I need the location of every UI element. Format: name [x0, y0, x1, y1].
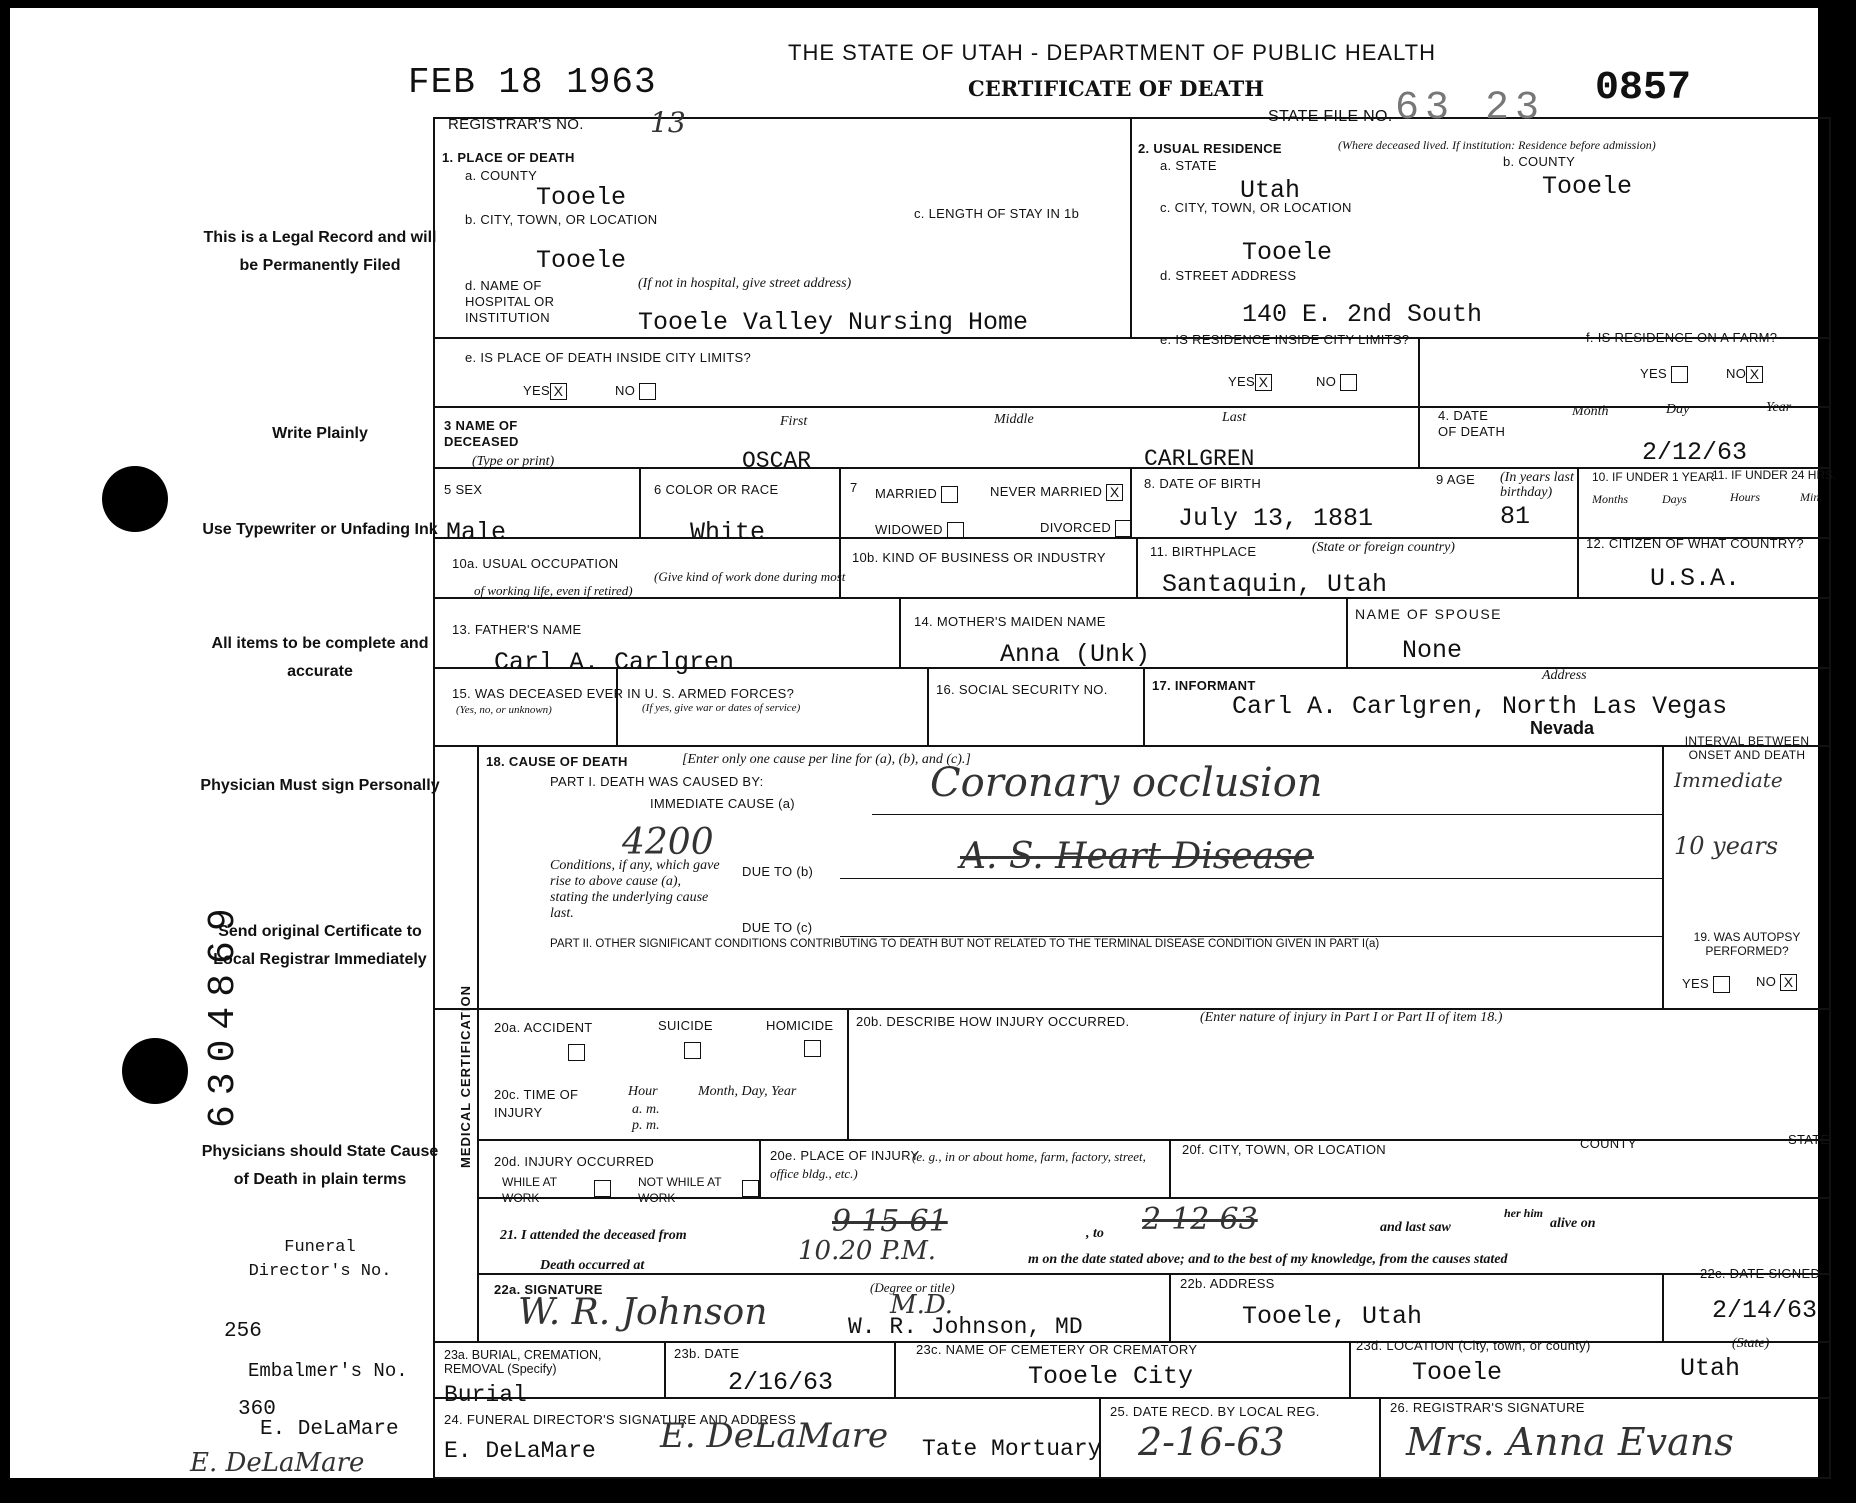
- yes-label: YES: [1682, 976, 1709, 991]
- item-14-label: 14. MOTHER'S MAIDEN NAME: [914, 614, 1106, 629]
- item-12-label: 12. CITIZEN OF WHAT COUNTRY?: [1586, 536, 1804, 551]
- hours-label: Hours: [1730, 490, 1761, 504]
- never-married-option[interactable]: [990, 484, 1123, 501]
- item-21-label: 21. I attended the deceased from: [500, 1228, 687, 1243]
- item-4-label: 4. DATE OF DEATH: [1438, 408, 1506, 439]
- address-label: Address: [1542, 668, 1587, 683]
- interval-label: INTERVAL BETWEEN ONSET AND DEATH: [1684, 734, 1810, 762]
- divorced-label: DIVORCED: [1040, 520, 1112, 535]
- birthplace: Santaquin, Utah: [1162, 570, 1388, 599]
- item-20e-label: 20e. PLACE OF INJURY: [770, 1148, 920, 1163]
- vertical-certificate-number: 6304869: [202, 898, 245, 1128]
- death-date: 2/12/63: [1642, 438, 1748, 467]
- mortuary: Tate Mortuary: [922, 1436, 1102, 1462]
- funeral-director: E. DeLaMare: [444, 1438, 596, 1464]
- item-1-label: 1. PLACE OF DEATH: [442, 150, 575, 165]
- last-name-label: Last: [1222, 410, 1247, 425]
- physician-signature: W. R. Johnson: [518, 1292, 768, 1333]
- embalmer-signature: E. DeLaMare: [190, 1448, 365, 1478]
- not-while-at-work-label: NOT WHILE AT WORK: [638, 1175, 722, 1205]
- side-note-physician: Physician Must sign Personally: [200, 777, 440, 794]
- state-file-label: STATE FILE NO.: [1268, 108, 1393, 125]
- age: 81: [1500, 502, 1531, 531]
- death-time: 10.20 P.M.: [798, 1236, 937, 1266]
- no-label: NO: [615, 383, 636, 398]
- item-11-label: 11. IF UNDER 24 HRS.: [1712, 468, 1837, 482]
- yes-label: YES: [523, 383, 550, 398]
- funeral-director-signature: E. DeLaMare: [660, 1416, 889, 1456]
- immediate-cause-label: IMMEDIATE CAUSE (a): [650, 796, 795, 811]
- registrar-signature: Mrs. Anna Evans: [1406, 1420, 1734, 1464]
- death-occurred-label: Death occurred at: [540, 1258, 645, 1273]
- item-25-label: 25. DATE RECD. BY LOCAL REG.: [1110, 1404, 1320, 1419]
- no-label: NO: [1756, 974, 1777, 989]
- while-at-work-checkbox[interactable]: [594, 1180, 611, 1197]
- side-note-cause: Physicians should State Cause of Death in plain terms: [201, 1143, 439, 1188]
- middle-name-label: Middle: [994, 412, 1034, 427]
- divorced-option[interactable]: [1040, 520, 1132, 537]
- yes-checkbox[interactable]: [1671, 366, 1688, 383]
- item-19-label: 19. WAS AUTOPSY PERFORMED?: [1693, 930, 1801, 958]
- date-received: 2-16-63: [1138, 1420, 1285, 1464]
- no-checkbox[interactable]: [639, 383, 656, 400]
- item-1a-label: a. COUNTY: [465, 168, 538, 183]
- attended-to: 2-12-63: [1142, 1202, 1258, 1237]
- no-checkbox[interactable]: [1340, 374, 1357, 391]
- funeral-director-label: Funeral Director's No.: [248, 1238, 392, 1281]
- state-file-number: 63 23: [1395, 86, 1546, 131]
- item-2e-label: e. IS RESIDENCE INSIDE CITY LIMITS?: [1160, 332, 1410, 347]
- interval-a: Immediate: [1674, 768, 1783, 792]
- month-day-year-label: Month, Day, Year: [698, 1084, 797, 1099]
- item-20d-label: 20d. INJURY OCCURRED: [494, 1154, 655, 1169]
- item-1c-label: c. LENGTH OF STAY IN 1b: [914, 206, 1080, 221]
- item-18-label: 18. CAUSE OF DEATH: [486, 754, 628, 769]
- certificate-title: CERTIFICATE OF DEATH: [968, 76, 1265, 101]
- residence-city: Tooele: [1242, 238, 1333, 267]
- side-note-complete: All items to be complete and accurate: [211, 635, 429, 680]
- suicide-label: SUICIDE: [658, 1018, 713, 1033]
- file-sequence-number: 0857: [1595, 66, 1692, 111]
- divorced-checkbox[interactable]: [1115, 520, 1132, 537]
- first-name: OSCAR: [742, 448, 812, 474]
- item-6-label: 6 COLOR OR RACE: [654, 482, 779, 497]
- item-20f-label: 20f. CITY, TOWN, OR LOCATION: [1182, 1142, 1386, 1157]
- autopsy-no-option[interactable]: [1756, 974, 1797, 991]
- item-20b-note: (Enter nature of injury in Part I or Part II of item 18.): [1200, 1010, 1503, 1025]
- her-him-label: her him: [1504, 1206, 1544, 1220]
- medical-certification-label: MEDICAL CERTIFICATION: [458, 984, 473, 1168]
- item-7-label: 7: [850, 480, 858, 495]
- item-11-birthplace-label: 11. BIRTHPLACE: [1150, 544, 1257, 559]
- item-5-label: 5 SEX: [444, 482, 483, 497]
- state-label: STATE: [1788, 1132, 1830, 1147]
- accident-checkbox[interactable]: [568, 1044, 585, 1061]
- death-city: Tooele: [536, 246, 627, 275]
- first-name-label: First: [780, 414, 808, 429]
- pm-label: p. m.: [632, 1118, 660, 1133]
- cemetery: Tooele City: [1028, 1362, 1194, 1391]
- month-label: Month: [1572, 404, 1609, 419]
- received-date-stamp: FEB 18 1963: [408, 62, 657, 103]
- farm-yes-option[interactable]: [1640, 366, 1688, 383]
- item-2f-label: f. IS RESIDENCE ON A FARM?: [1586, 330, 1778, 345]
- item-20b-label: 20b. DESCRIBE HOW INJURY OCCURRED.: [856, 1014, 1130, 1029]
- item-13-label: 13. FATHER'S NAME: [452, 622, 582, 637]
- item-2a-label: a. STATE: [1160, 158, 1217, 173]
- yes-checkbox[interactable]: X: [550, 383, 567, 400]
- item-20a-label: 20a. ACCIDENT: [494, 1020, 593, 1035]
- to-label: , to: [1086, 1226, 1104, 1241]
- never-married-label: NEVER MARRIED: [990, 484, 1103, 499]
- item-15-note-a: (Yes, no, or unknown): [456, 704, 552, 716]
- citizenship: U.S.A.: [1650, 564, 1741, 593]
- interval-b: 10 years: [1674, 832, 1779, 860]
- county-label: COUNTY: [1580, 1136, 1637, 1151]
- last-saw-label: and last saw: [1380, 1220, 1451, 1235]
- funeral-director-number: 256: [224, 1320, 262, 1343]
- yes-checkbox[interactable]: [1713, 976, 1730, 993]
- on-date-statement: m on the date stated above; and to the best of my knowledge, from the causes stated: [1028, 1252, 1508, 1267]
- widowed-label: WIDOWED: [875, 522, 943, 537]
- cause-line-a: [872, 814, 1662, 815]
- yes-label: YES: [1640, 366, 1667, 381]
- item-10-label: 10. IF UNDER 1 YEAR: [1592, 470, 1715, 484]
- homicide-checkbox[interactable]: [804, 1040, 821, 1057]
- embalmer-name: E. DeLaMare: [260, 1418, 399, 1441]
- never-married-checkbox[interactable]: X: [1106, 484, 1123, 501]
- date-signed: 2/14/63: [1712, 1296, 1818, 1325]
- autopsy-yes-option[interactable]: [1682, 976, 1730, 993]
- yes-label: YES: [1228, 374, 1255, 389]
- residence-county: Tooele: [1542, 172, 1633, 201]
- cause-line-b: [840, 878, 1662, 879]
- item-11-note: (State or foreign country): [1312, 540, 1455, 555]
- married-label: MARRIED: [875, 486, 938, 501]
- burial-location: Tooele: [1412, 1358, 1503, 1387]
- hour-label: Hour: [628, 1084, 658, 1099]
- item-16-label: 16. SOCIAL SECURITY NO.: [936, 682, 1108, 697]
- conditions-note: Conditions, if any, which gave rise to above cause (a), stating the underlying cause last.: [550, 858, 720, 921]
- spouse-label: NAME OF SPOUSE: [1355, 606, 1503, 622]
- while-at-work-label: WHILE AT WORK: [502, 1175, 557, 1205]
- physician-name: W. R. Johnson, MD: [848, 1314, 1083, 1340]
- item-8-label: 8. DATE OF BIRTH: [1144, 476, 1262, 491]
- degree-label: (Degree or title): [870, 1280, 955, 1295]
- cause-line-c: [840, 936, 1662, 937]
- sex: Male: [446, 518, 507, 547]
- state-paren-label: (State): [1732, 1336, 1770, 1351]
- item-23b-label: 23b. DATE: [674, 1346, 740, 1361]
- informant: Carl A. Carlgren, North Las Vegas: [1232, 692, 1728, 721]
- item-20e-note: (e. g., in or about home, farm, factory, street, office bldg., etc.): [770, 1149, 1146, 1181]
- state-title: THE STATE OF UTAH - DEPARTMENT OF PUBLIC HEALTH: [788, 40, 1436, 65]
- due-to-c-label: DUE TO (c): [742, 920, 813, 935]
- physician-title: M.D.: [890, 1290, 954, 1320]
- attended-from: 9-15-61: [832, 1204, 948, 1239]
- item-1e-label: e. IS PLACE OF DEATH INSIDE CITY LIMITS?: [465, 350, 752, 365]
- alive-on-label: alive on: [1550, 1216, 1596, 1231]
- item-22a-label: 22a. SIGNATURE: [494, 1282, 603, 1297]
- widowed-checkbox[interactable]: [947, 522, 964, 539]
- married-checkbox[interactable]: [941, 486, 958, 503]
- not-while-at-work-checkbox[interactable]: [742, 1180, 759, 1197]
- months-label: Months: [1592, 492, 1628, 506]
- part-2-label: PART II. OTHER SIGNIFICANT CONDITIONS CONTRIBUTING TO DEATH BUT NOT RELATED TO THE TERMINAL DISEASE CONDITION GIVEN IN PART I(a): [550, 938, 1380, 950]
- inside-city-no-option[interactable]: [615, 383, 656, 400]
- physician-address: Tooele, Utah: [1242, 1302, 1423, 1331]
- item-2-note: (Where deceased lived. If institution: Residence before admission): [1338, 138, 1656, 152]
- widowed-option[interactable]: [875, 522, 964, 539]
- race: White: [690, 518, 766, 547]
- residence-state: Utah: [1240, 176, 1301, 205]
- burial-type: Burial: [444, 1382, 527, 1408]
- item-2c-label: c. CITY, TOWN, OR LOCATION: [1160, 200, 1352, 215]
- item-3-label: 3 NAME OF DECEASED: [444, 418, 519, 449]
- punch-hole: [102, 466, 168, 532]
- institution-name: Tooele Valley Nursing Home: [638, 308, 1029, 337]
- item-23d-label: 23d. LOCATION (City, town, or county): [1356, 1338, 1591, 1353]
- min-label: Min.: [1800, 490, 1823, 504]
- farm-no-option[interactable]: [1726, 366, 1763, 383]
- married-option[interactable]: [875, 486, 958, 503]
- residence-street: 140 E. 2nd South: [1242, 300, 1483, 329]
- item-24-label: 24. FUNERAL DIRECTOR'S SIGNATURE AND ADDRESS: [444, 1412, 797, 1427]
- due-to-b-cause: A. S. Heart Disease: [960, 836, 1314, 877]
- punch-hole: [122, 1038, 188, 1104]
- death-certificate: [10, 8, 1837, 1478]
- item-3-note: (Type or print): [472, 454, 555, 469]
- no-checkbox[interactable]: X: [1746, 366, 1763, 383]
- side-note-legal: This is a Legal Record and will be Permanently Filed: [203, 229, 437, 274]
- item-10a-label: 10a. USUAL OCCUPATION: [452, 556, 619, 571]
- residence-city-yes-option[interactable]: [1228, 374, 1272, 391]
- no-checkbox[interactable]: X: [1780, 974, 1797, 991]
- burial-location-state: Utah: [1680, 1354, 1741, 1383]
- birth-date: July 13, 1881: [1178, 504, 1374, 533]
- item-20c-label: 20c. TIME OF INJURY: [494, 1087, 579, 1120]
- embalmer-label: Embalmer's No.: [248, 1360, 408, 1382]
- item-23c-label: 23c. NAME OF CEMETERY OR CREMATORY: [916, 1342, 1198, 1357]
- immediate-cause: Coronary occlusion: [930, 760, 1323, 806]
- item-15-note-b: (If yes, give war or dates of service): [642, 702, 801, 714]
- item-10a-note: (Give kind of work done during most of working life, even if retired): [474, 569, 846, 598]
- year-label: Year: [1766, 400, 1792, 415]
- spouse-name: None: [1402, 636, 1463, 665]
- side-note-typewriter: Use Typewriter or Unfading Ink: [202, 521, 438, 538]
- item-22b-label: 22b. ADDRESS: [1180, 1276, 1275, 1291]
- item-22c-label: 22c. DATE SIGNED: [1700, 1266, 1821, 1281]
- item-10b-label: 10b. KIND OF BUSINESS OR INDUSTRY: [852, 550, 1106, 565]
- item-1d-note: (If not in hospital, give street address): [638, 276, 852, 291]
- residence-city-no-option[interactable]: [1316, 374, 1357, 391]
- days-label: Days: [1662, 492, 1687, 506]
- item-1b-label: b. CITY, TOWN, OR LOCATION: [465, 212, 658, 227]
- item-9-label: 9 AGE: [1436, 472, 1476, 487]
- homicide-label: HOMICIDE: [766, 1018, 834, 1033]
- last-name: CARLGREN: [1144, 446, 1255, 472]
- suicide-checkbox[interactable]: [684, 1042, 701, 1059]
- item-2-label: 2. USUAL RESIDENCE: [1138, 141, 1282, 156]
- item-23a-label: 23a. BURIAL, CREMATION, REMOVAL (Specify): [444, 1348, 602, 1376]
- item-2b-label: b. COUNTY: [1503, 154, 1576, 169]
- registrar-label: REGISTRAR'S NO.: [448, 116, 584, 133]
- death-county: Tooele: [536, 183, 627, 212]
- item-17-label: 17. INFORMANT: [1152, 678, 1256, 693]
- item-1d-label: d. NAME OF HOSPITAL OR INSTITUTION: [465, 278, 555, 325]
- inside-city-yes-option[interactable]: [523, 383, 567, 400]
- mother-name: Anna (Unk): [1000, 640, 1151, 669]
- side-note-send: Send original Certificate to Local Registrar Immediately: [213, 923, 427, 968]
- no-label: NO: [1726, 366, 1747, 381]
- item-2d-label: d. STREET ADDRESS: [1160, 268, 1297, 283]
- no-label: NO: [1316, 374, 1337, 389]
- due-to-b-label: DUE TO (b): [742, 864, 814, 879]
- father-name: Carl A. Carlgren: [494, 648, 735, 677]
- part-1-label: PART I. DEATH WAS CAUSED BY:: [550, 774, 764, 789]
- informant-state: Nevada: [1530, 718, 1595, 738]
- item-26-label: 26. REGISTRAR'S SIGNATURE: [1390, 1400, 1585, 1415]
- item-15-label: 15. WAS DECEASED EVER IN U. S. ARMED FORCES?: [452, 686, 795, 701]
- item-18-note: [Enter only one cause per line for (a), (b), and (c).]: [682, 752, 971, 767]
- burial-date: 2/16/63: [728, 1368, 834, 1397]
- code-number: 4200: [622, 822, 714, 863]
- am-label: a. m.: [632, 1102, 660, 1117]
- side-note-plain: Write Plainly: [272, 425, 368, 442]
- embalmer-number: 360: [238, 1398, 276, 1421]
- registrar-number: 13: [650, 106, 686, 139]
- item-9-note: (In years last birthday): [1500, 470, 1574, 500]
- yes-checkbox[interactable]: X: [1255, 374, 1272, 391]
- day-label: Day: [1666, 402, 1690, 417]
